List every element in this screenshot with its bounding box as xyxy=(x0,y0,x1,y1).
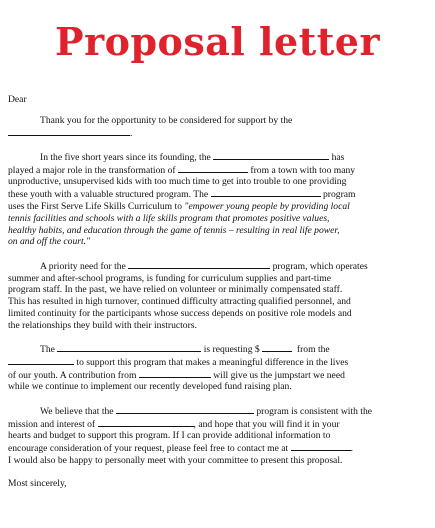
blank-field xyxy=(116,405,254,414)
line: I would also be happy to personally meet with your committee to present this proposal. xyxy=(8,454,343,466)
line: while we continue to implement our recently developed fund raising plan. xyxy=(8,381,292,393)
paragraph-request xyxy=(8,343,428,393)
blank-field xyxy=(213,151,329,160)
line: summer and after-school programs, is funding for curriculum supplies and part-time xyxy=(8,272,331,284)
blank-field xyxy=(128,260,270,269)
line: healthy habits, and education through the game of tennis – resulting in real life power, xyxy=(8,224,340,236)
line: In the five short years since its founding, the has xyxy=(40,151,345,163)
line: The is requesting $ from the xyxy=(40,344,330,356)
letter-body xyxy=(8,94,428,502)
line: on and off the court." xyxy=(8,236,91,248)
line: of our youth. A contribution from will give us the jumpstart we need xyxy=(8,369,345,381)
blank-field xyxy=(178,164,248,173)
thanks-text: Thank you for the opportunity to be considered for support by the xyxy=(40,114,293,126)
thanks-line-2 xyxy=(8,127,428,140)
line: tennis facilities and schools with a life skills program that promotes positive values, xyxy=(8,212,330,224)
header-banner xyxy=(0,0,435,80)
salutation: Dear xyxy=(8,94,27,105)
blank-field xyxy=(98,418,194,427)
line: limited continuity for the participants whose success depends on positive role models and xyxy=(8,307,352,319)
line: program staff. In the past, we have relied on volunteer or minimally compensated staff. xyxy=(8,284,343,296)
line: to support this program that makes a meaningful difference in the lives xyxy=(8,356,428,369)
line: hearts and budget to support this program. If I can provide additional information to xyxy=(8,430,331,442)
line: A priority need for the program, which operates xyxy=(40,260,368,272)
line: unproductive, unsupervised kids with too much time to get into trouble to one providing xyxy=(8,176,347,188)
blank-field xyxy=(8,127,130,136)
line: encourage consideration of your request, please feel free to contact me at . xyxy=(8,443,354,455)
closing: Most sincerely, xyxy=(8,478,67,490)
line: This has resulted in high turnover, continued difficulty attracting qualified personnel, and xyxy=(8,296,351,308)
line: We believe that the program is consistent with the xyxy=(40,405,372,417)
blank-field xyxy=(211,188,321,197)
line: played a major role in the transformation of from a town with too many xyxy=(8,164,356,176)
blank-field xyxy=(291,442,351,451)
paragraph-founding xyxy=(8,151,428,248)
page-title: Proposal letter xyxy=(55,19,380,64)
blank-field xyxy=(8,356,74,365)
thanks-paragraph xyxy=(8,115,428,140)
blank-field xyxy=(57,343,201,352)
line: these youth with a valuable structured program. The program xyxy=(8,189,356,201)
blank-field xyxy=(139,369,211,378)
line: uses the First Serve Life Skills Curriculum to "empower young people by providing local xyxy=(8,201,350,213)
blank-field xyxy=(262,343,292,352)
paragraph-priority xyxy=(8,260,428,332)
thanks-end: . xyxy=(130,127,133,139)
paragraph-belief xyxy=(8,405,428,467)
line: the relationships they build with their instructors. xyxy=(8,319,197,331)
line: mission and interest of , and hope that you will find it in your xyxy=(8,418,340,430)
